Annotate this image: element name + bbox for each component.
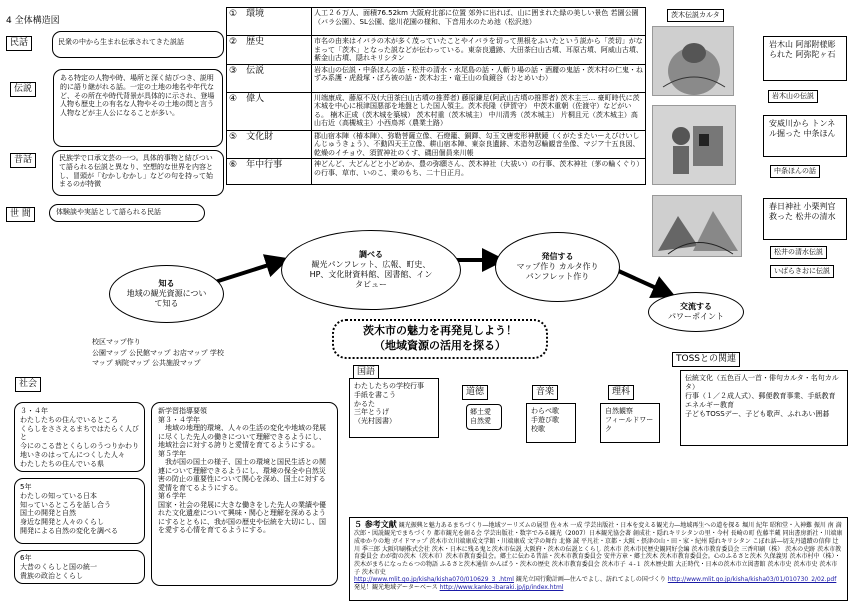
kokugo-box: わたしたちの学校行事 手紙を書こう かるた 三年とうげ （光村図書） bbox=[349, 378, 439, 438]
karuta-card-3: 春日神社 小栗判官救った 松井の清水 bbox=[763, 198, 847, 240]
hasshin-title: 発信する bbox=[541, 252, 574, 261]
shakai-label: 社会 bbox=[15, 377, 41, 392]
densetsu-definition: ある特定の人物や時、場所と深く結びつき、説明的に語り継がれる話。一定の土地の地名や年代など、その所在や時代背景が具体的に示され、登場人物も歴史上の有名な人物やその土地の問と言う人物などが主人公になることが多い。 bbox=[53, 69, 223, 147]
table-text-cell: 川端康成、藤原不及(大田茶臼山古墳の推葬者) 藤原鎌足(阿武山古墳の推葬者) 茨木主三… 豪町時代に茨木城を中心に根津国悪部を地盤とした国人領主。茨木長隆（伊賀守） 中茨木重朝（佐渡守）などがいる。 楠木正成（茨木城を築城） 茨木村重（茨木城主） 中川清秀（茨木城主） 片桐且元（茨木城主）高山右近（高槻城主）小西鳥邦（農業土路） bbox=[312, 92, 646, 130]
slogan-box bbox=[332, 319, 548, 359]
table-text-cell: 人工２６万人、面積76.52km 大阪府北部に位置 郊外に出れば、山に囲まれた緑の美しい景色 若園公園（バラ公園）、SL公園、総川花園の様和、下音用水のため池（松沢池） bbox=[312, 8, 646, 36]
arrow-to-shiraberu bbox=[212, 262, 278, 283]
section-title: 4 全体構造図 bbox=[6, 16, 60, 26]
rika-box: 自然観察 フィールドワーク bbox=[600, 403, 660, 443]
table-head-cell: ④ 偉人 bbox=[227, 92, 312, 130]
ongaku-box: わらべ歌 手遊び歌 校歌 bbox=[526, 403, 576, 443]
karuta-caption-1: 岩木山の伝説 bbox=[768, 90, 818, 103]
table-head-cell: ③ 伝説 bbox=[227, 64, 312, 92]
reference-link-2[interactable]: http://www.mlit.go.jp/kisha/kisha03/01/010730_2/02.pdf bbox=[667, 576, 837, 584]
rika-label: 理科 bbox=[608, 385, 634, 400]
minwa-label: 民話 bbox=[6, 36, 32, 51]
slogan-line2: （地域資源の活用を探る） bbox=[374, 338, 506, 352]
shiru-title: 知る bbox=[158, 279, 175, 288]
table-head-cell: ② 歴史 bbox=[227, 36, 312, 65]
shiru-ellipse bbox=[109, 265, 224, 323]
reference-link-1[interactable]: http://www.mlit.go.jp/kisha/kisha070/010629_3_.html bbox=[354, 576, 514, 584]
arrow-to-koryu bbox=[612, 268, 665, 292]
toss-box: 伝統文化（五色百人一首・俳句カルタ・名句カルタ） 行事（１／２成人式）、郵便教育事業、手紙教育 エネルギー教育 子どもTOSSデー、子ども歌声、ふれあい囲碁 bbox=[680, 370, 848, 446]
seken-definition: 体験談や実話として語られる民話 bbox=[49, 204, 205, 222]
shakai-grade6: 6年 大昔のくらしと国の統一 貴族の政治とくらし bbox=[14, 550, 145, 584]
table-text-cell: 岩本山の伝説・中条ほんの話・松井の清水・水尾島の話・人斬り場の話・酒麗の鬼話・茨木村の仁鬼・ねずみ系護・虎殺塚・ぼろ被の話・茨木お主・竜王山の負鏡谷（おとめいわ） bbox=[312, 64, 646, 92]
shiraberu-ellipse bbox=[281, 230, 461, 310]
karuta-card-1: 岩木山 阿部附様彫られた 阿弥陀ヶ石 bbox=[763, 36, 847, 81]
mukashibanashi-definition: 民族学で口承文芸の一つ。具体的事物と結びついて語られる伝説と異なり、空想的な世界を内容とし、冒頭が「むかしむかし」などの句を持って始まるのが特徴 bbox=[52, 150, 224, 196]
ongaku-label: 音楽 bbox=[532, 385, 558, 400]
hasshin-ellipse bbox=[495, 232, 620, 302]
mukashibanashi-label: 昔話 bbox=[10, 153, 36, 168]
guide-box: 新学習指導要領 第３・４学年 地域の地理的環境、人々の生活の変化や地域の発展に尽くした先人の働きについて理解できるようにし、地域社会に対する誇りと愛情を育てるようにする。 第５学年 我が国の国土の様子、国土の環境と国民生活との関連について理解できるようにし、環境の保全や自然災害の防止の重要性について関心を深め、国土に対する愛情を育てるようにする。 第６学年 国家・社会の発展に大きな働きをした先人の業績や優れた文化遺産について興味・関心と理解を深めるようにするとともに、我が国の歴史や伝統を大切にし、国を愛する心情を育てるようにする。 bbox=[151, 402, 338, 586]
karuta-caption-3: 松井の清水伝説 bbox=[770, 246, 827, 259]
karuta-caption-2: 中条ほんの話 bbox=[770, 165, 820, 178]
dotoku-box: 郷土愛 自然愛 bbox=[466, 404, 502, 430]
table-text-cell: 郡山宿本陣（椿本陣）、弥勒菩薩立像、石燈籠、銅鐸、勾玉文唐変形神獣鏡（くがたまたいーえびけいしんじゅうきょう）、不動四天王立像、耕山宿本陣、東奈良遺跡、木造勿忍輪観音坐像、マジア十五良図、乾燥のイチョウ、須賀神社のくす、磯田個員来川帳 bbox=[312, 130, 646, 159]
table-text-cell: 市名の由来はイバラの木が多く茂っていたことやイバラを切って黒根をふいたという説から「茨切」がなまって「茨木」となった説などが伝わっている。東奈良遺跡、大田茶臼山古墳、耳原古墳、阿威山古墳、紫金山古墳、隠れキリシタン bbox=[312, 36, 646, 65]
table-head-cell: ⑤ 文化財 bbox=[227, 130, 312, 159]
references-title: ５ 参考文献 bbox=[354, 520, 397, 529]
karuta-card-2: 安威川から トンネル掘った 中条ほん bbox=[763, 115, 847, 157]
school-map-line2: マップ 病院マップ 公共施設マップ bbox=[92, 359, 201, 367]
minwa-definition: 民衆の中から生まれ伝承されてきた説話 bbox=[52, 31, 224, 58]
references-text: 観光振興と魅力あるまちづくり―地域ツーリズムの展望 佐々木 一成 学芸出版社・日本を変える観光力―地域再生への道を探る 堀川 紀年 昭和堂・入神難 振川 南 満次郎・図説観光でまちづくり 都市観光を創る会 学芸出版社・数字でみる観光（2007）日本観光協会著 創成社・隠れキリシタンの里・今村 長崎の町 佐藤半蔵 同出書房新社・川端康成ゆかりの地 ガイドマップ 茨木市立川端康成文学館・川端康成 文学の舞台 北條 誠 平凡社・京都・大阪・摂津の山・田・家・紀州 隠れキリシタン こぼれ話―切支丹遺蹟の信仰 辻川 季三郎 大阪印刷株式会社 茨木・日本に残る鬼と茨木市伝説 大阪府・茨木の伝説とくらし 茨木市 茨木市民歴史観同好会編 茨木市教育委員会 三香印刷（株） 茨木の史跡 茨木市教育委員会 わが街の茨木（茨木市）茨木市教育委員会。郷土に伝わる昔話・茨木市教育委員会 安井方章・郷土茨木 茨木市教育委員会。心のふるさと茨木 久保義男 茨木市村中（株）・茨木がまちになった６つの物語 ふるさと茨木通信 かんぱう・茨木の歴史 茨木市教育委員会 茨木市子 ４-１ 茨木歴史館 大正時代・日本の茨木市立図書館 茨木市史 茨木市史 茨木市子 茨木市史 bbox=[354, 522, 843, 576]
shiraberu-text: 観光パンフレット、広報、町史、HP、文化財資料館、図書館、インタビュー bbox=[309, 260, 433, 289]
koryu-title: 交流する bbox=[680, 302, 712, 311]
slogan-line1: 茨木市の魅力を再発見しよう！ bbox=[363, 324, 517, 337]
reference-link-2-desc: 発見！観光地域データーベース bbox=[354, 583, 440, 591]
school-map bbox=[92, 337, 270, 369]
hasshin-text: マップ作り カルタ作り パンフレット作り bbox=[516, 262, 599, 281]
koryu-ellipse bbox=[648, 292, 744, 332]
seken-label: 世 間 bbox=[6, 207, 35, 222]
shiraberu-title: 調べる bbox=[359, 250, 383, 259]
school-map-line1: 公園マップ 公民館マップ お店マップ 学校 bbox=[92, 348, 224, 357]
koryu-text: パワーポイント bbox=[668, 312, 724, 321]
table-head-cell: ⑥ 年中行事 bbox=[227, 159, 312, 185]
reference-link-1-desc: 観光立国行動計画―住んでよし、訪れてよしの国づくり bbox=[513, 576, 666, 584]
densetsu-label: 伝説 bbox=[10, 82, 36, 97]
school-map-title: 校区マップ作り bbox=[92, 338, 141, 346]
shiru-text: 地域の観光資源について知る bbox=[126, 289, 207, 308]
shakai-grade34: ３・４年 わたしたちの住んでいるところ くらしをささえるまちではたらく人びと 今にのこる昔とくらしのうつりかわり 地いきのはってんにつくした人々 わたしたちの住んでいる県 bbox=[14, 402, 145, 472]
toss-label: TOSSとの関連 bbox=[672, 352, 740, 367]
karuta-caption-4: いばらきおに伝説 bbox=[770, 265, 834, 278]
karuta-header: 茨木伝説カルタ bbox=[667, 9, 724, 22]
table-text-cell: 神どんど、大どんどと小どめか、豊の弥願さん、茨木神社（大祓い）の行事、茨木神社（茅の輪くぐり）の行事、草市、いのこ、乗のもち、二十日正月。 bbox=[312, 159, 646, 185]
dotoku-label: 道徳 bbox=[462, 385, 488, 400]
reference-link-3[interactable]: http://www.kanko-ibaraki.jp/jp/index.html bbox=[439, 583, 564, 591]
references-box bbox=[349, 517, 848, 601]
table-head-cell: ① 環境 bbox=[227, 8, 312, 36]
shakai-grade5: 5年 わたしの知っている日本 知っているところを話し合う 国土の開発と自然 身近な開発と人々のくらし 開発による自然の変化を調べる bbox=[14, 478, 145, 544]
kokugo-label: 国語 bbox=[353, 365, 379, 380]
